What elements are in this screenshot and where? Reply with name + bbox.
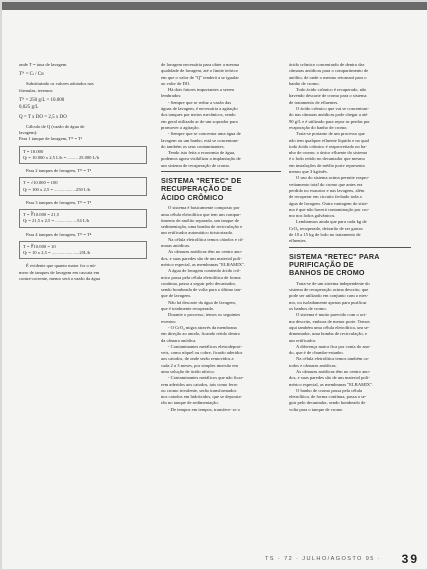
paragraph: É evidente que quanto maior for o nú- mero de tanques de lavagem em cascata em contra-corrente, menor será a vazão da água (19, 263, 100, 281)
heading-rule (161, 171, 281, 172)
paragraph: O ácido crômico que vai se concentran- do nas câmaras anódicas pode chegar a até 90 g/L e é utilizado para repor as perdas por evaporação do banho de cromo. (289, 106, 370, 130)
calculation-box: T = ∜10.000 = 10 Qₗ = 10 x 2,5 = ........................25L/h (19, 241, 147, 259)
magazine-page (2, 2, 427, 569)
paragraph: Cálculo de Q (vazão de água de lavagem): Para 1 tanque de lavagem, Tᴺ = T¹ (19, 123, 85, 142)
paragraph: ácido crômico concentrado de dentro das câmaras anódicas para o compartimento de anólito, de onde o mesmo retornará para o banho de cromo. (289, 62, 369, 86)
paragraph: de lavagem necessária para obter a mesma qualidade de lavagem, até o limite teórico em que o valor de "Q" tenderá a se igualar ao valor de DO. (161, 62, 240, 86)
page-number: 39 (401, 552, 419, 566)
paragraph: As câmaras anódicas têm no centro ano- dos, e suas paredes são de um material poli- mérico especial, as membranas "ELRAMIX". (289, 368, 374, 387)
paragraph: Na célula eletrolítica temos também ca- todos e câmaras anódicas. (289, 356, 370, 368)
paragraph: Para 4 tanques de lavagem, Tᴺ = T⁴ (26, 231, 92, 237)
paragraph: Não há descarte da água de lavagem, que é totalmente recuperada. (161, 299, 236, 312)
paragraph: Na célula eletrolítica temos cátodos e câ- maras anódicas. (161, 236, 244, 249)
column-middle (161, 62, 281, 413)
paragraph: - Contaminantes metálicos eletrodeposi- veis, como níquel ou cobre, ficarão aderidos aos catodos, de onde serão removidos a cada 2 a 3 meses, por simples imersão em uma solução de ácido nítrico. (161, 343, 243, 374)
paragraph: A água de lavagem contendo ácido crô- mico passa pela célula eletrolítica de forma contínua, passa a seguir pelo decantador, sendo bombeada de volta para o último tan- que de lavagem. (161, 268, 242, 299)
formula: Q = T x DO = 2,5 x DO (19, 114, 67, 120)
column-right (289, 62, 411, 413)
paragraph: - Contaminantes metálicos que não ficar- rem aderidos aos catodos, tais como ferro ou cromo trivalente, serão transformados nos catodos em hidróxidos, que se deposita- rão no tanque de sedimentação. (161, 375, 244, 406)
section-heading: SISTEMA "RETEC" DE RECUPERAÇÃO DE ÁCIDO CRÔMICO (161, 176, 242, 202)
calculation-box: T = 10.000 Qₗ = 10.000 x 2,5 L/h = ......... 25.000 L/h (19, 146, 147, 164)
paragraph: O sistema é muito parecido com o aci- ma descrito, embora de menor porte. Temos aqui também uma célula eletrolítica, um se- dimentador, uma bomba de recirculação, e um retificador. (289, 312, 370, 343)
heading-rule (289, 247, 411, 248)
paragraph: - O CrO₄ migra através da membrana em direção ao anodo, ficando retido dentro da câmara anódica. (161, 324, 240, 343)
paragraph: Lembramos ainda que para cada kg de CrO₃ recuperado, deixarão de ser gastos de 10 a 15 kg de lodo no tratamento de efluentes. (289, 219, 367, 244)
paragraph: O uso do sistema acima permite reapro- veitamento total do cromo que antes era perdido no exaustor e nas lavagens, além de recuperar em circuito fechado toda a água de lavagem. Outra vantagem do siste- ma é que não haverá contaminação por cro- mo nos lodos galvânicos. (289, 175, 370, 219)
paragraph: Durante o processo, temos os seguintes eventos: (161, 312, 241, 324)
paragraph: As câmaras anódicas têm no centro ano- dos, e suas paredes são de um material poli- mérico especial, as membranas "ELRAMIX". (161, 249, 246, 267)
paragraph: Para 3 tanques de lavagem, Tᴺ = T³ (26, 199, 92, 205)
calculation-box: T = ∛10.000 = 21,5 Qₗ = 21,5 x 2,5 = ...................54 L/h (19, 209, 147, 227)
paragraph: Todo ácido crômico é recuperado, não havendo descarte de cromo para o sistema de tratamento de efluentes. (289, 87, 367, 105)
paragraph: Trata-se portanto de um processo que não tem qualquer efluente líquido e no qual todo ácido crômico é reaproveitado no ba- nho de cromo; o único efluente do sistema é o lodo retido no decantador que mesmo em instalações de médio porte representa menos que 3 kg/mês. (289, 131, 369, 175)
column-left (19, 62, 147, 282)
paragraph: O banho de cromo passa pela célula eletrolítica, de forma contínua, passa a se- guir pelo decantador, sendo bombeado de volta para o tanque de cromo (289, 387, 367, 412)
paragraph: Tendo isto feita a economia de água, podemos agora visibilizar a implantação de um sistema de recuperação de cromo. (161, 150, 241, 168)
paragraph: Há dois fatores importantes a serem lembrados: (161, 87, 234, 99)
paragraph: A diferença maior fica por conta do ano- do, que é de chumbo-estanho. (289, 343, 371, 356)
paragraph: Para 2 tanques de lavagem, Tᴺ = T² (26, 168, 92, 174)
paragraph: - Sempre que se concentra uma água de lavagem ou um banho, está se concentran- do também os seus contaminantes. (161, 131, 241, 149)
issue-info: TS · 72 · JULHO/AGOSTO 95 · (264, 556, 381, 562)
paragraph: O sistema é basicamente composto por uma célula eletrolítica que tem um compar- timento de anólito separado, um tanque de sedimentação, uma bomba de recirculação e um retificador automático tiristorizado. (161, 205, 243, 236)
paragraph: Substituindo os valores adotados nas fórmulas, teremos: (19, 81, 94, 93)
page-top-band (2, 2, 427, 10)
paragraph: - Sempre que se reduz a vazão das águas de lavagem, é necessária a agitação dos tanques por meios mecânicos, sendo em geral utilizado ar de um soprador para promover a agitação. (161, 99, 238, 130)
paragraph: onde T = taxa de lavagem (19, 62, 67, 67)
formula: Tᴺ = 250 g/L = 10.000 0,025 g/L (19, 97, 65, 110)
paragraph: Trata-se de um sistema independente do sistema de recuperação acima descrito, que pode ser utilizado em conjunto com o mes- mo, ou isoladamente apenas para purificar os banhos de cromo. (289, 280, 370, 312)
page-footer (2, 552, 427, 570)
paragraph: - De tempos em tempos, transfere- se o (168, 406, 240, 412)
section-heading: SISTEMA "RETEC" PARA PURIFICAÇÃO DE BANHOS DE CROMO (289, 251, 380, 278)
calculation-box: T = √10.000 = 100 Qₗ = 100 x 2,5 = ...................250 L/h (19, 177, 147, 195)
formula: Tᴺ = Cₗ / Cɴ (19, 72, 44, 78)
